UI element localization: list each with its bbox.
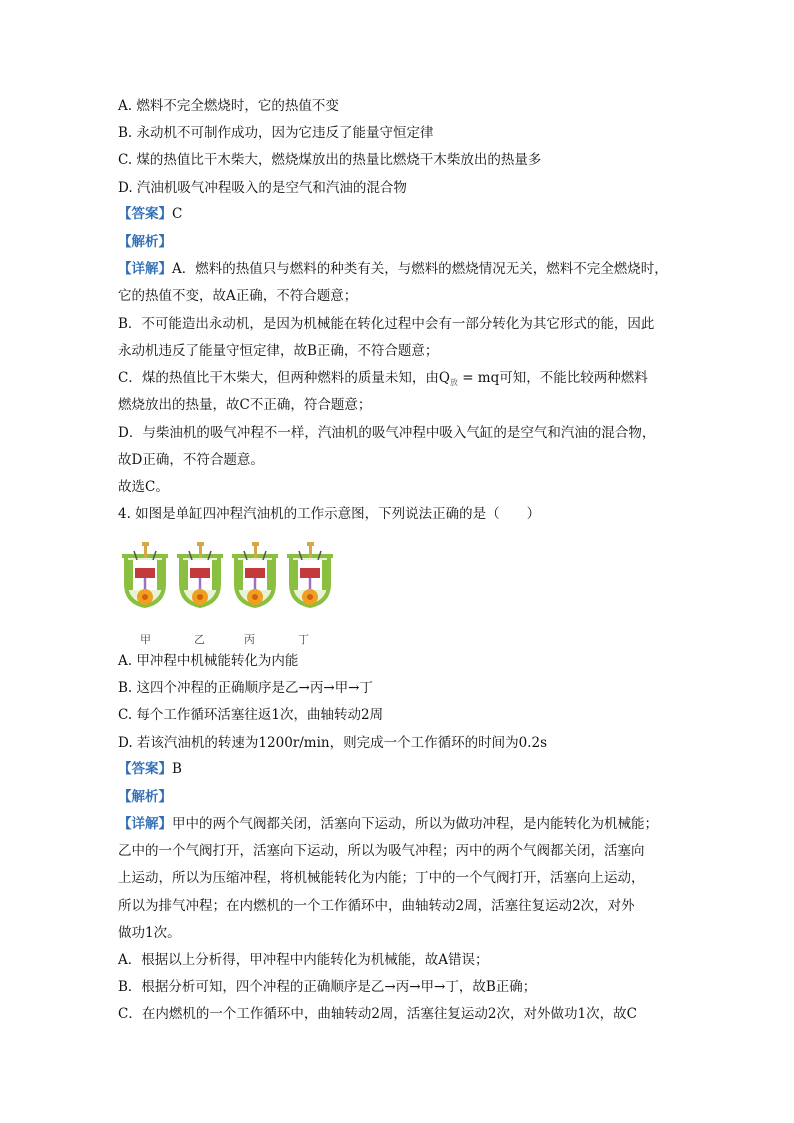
q4-detail-line-4: 所以为排气冲程；在内燃机的一个工作循环中，曲轴转动2周，活塞往复运动2次，对外 <box>118 898 635 914</box>
q3-analysis-tag: 【解析】 <box>118 234 172 250</box>
q4-stem: 4. 如图是单缸四冲程汽油机的工作示意图，下列说法正确的是（ ） <box>118 506 541 522</box>
q3-conclusion: 故选C。 <box>118 479 169 495</box>
caption-bing: 丙 <box>244 633 255 646</box>
subscript: 放 <box>449 378 458 387</box>
q4-option-a: A. 甲冲程中机械能转化为内能 <box>118 653 299 669</box>
caption-jia: 甲 <box>140 633 151 646</box>
q4-detail-line-7: B．根据分析可知，四个冲程的正确顺序是乙→丙→甲→丁，故B正确； <box>118 979 537 995</box>
caption-ding: 丁 <box>298 633 309 646</box>
q3-answer <box>118 205 182 223</box>
answer-value: C <box>172 206 183 222</box>
answer-value: B <box>172 761 182 777</box>
q3-detail-line-3: B．不可能造出永动机，是因为机械能在转化过程中会有一部分转化为其它形式的能，因此 <box>118 316 655 332</box>
q4-answer <box>118 760 182 778</box>
engine-bing <box>232 542 278 608</box>
q4-detail-line-3: 上运动，所以为压缩冲程，将机械能转化为内能；丁中的一个气阀打开，活塞向上运动， <box>118 870 645 886</box>
q3-option-c: C. 煤的热值比干木柴大，燃烧煤放出的热量比燃烧干木柴放出的热量多 <box>118 152 542 168</box>
q3-detail-line-1: 【详解】A．燃料的热值只与燃料的种类有关，与燃料的燃烧情况无关，燃料不完全燃烧时， <box>118 261 668 277</box>
answer-tag: 【答案】 <box>118 761 172 777</box>
q4-detail-line-1: 【详解】甲中的两个气阀都关闭，活塞向下运动，所以为做功冲程，是内能转化为机械能； <box>118 816 658 832</box>
q3-detail-line-2: 它的热值不变，故A正确，不符合题意； <box>118 288 358 304</box>
engine-strokes-figure <box>118 534 340 646</box>
q4-detail-line-2: 乙中的一个气阀打开，活塞向下运动，所以为吸气冲程；丙中的两个气阀都关闭，活塞向 <box>118 843 645 859</box>
q3-detail-line-8: 故D正确，不符合题意。 <box>118 452 264 468</box>
caption-yi: 乙 <box>194 633 205 646</box>
q3-option-d: D. 汽油机吸气冲程吸入的是空气和汽油的混合物 <box>118 180 407 196</box>
engine-yi <box>177 542 223 608</box>
answer-tag: 【答案】 <box>118 206 172 222</box>
q4-detail-line-8: C．在内燃机的一个工作循环中，曲轴转动2周，活塞往复运动2次，对外做功1次，故C <box>118 1006 637 1022</box>
q3-detail-line-7: D．与柴油机的吸气冲程不一样，汽油机的吸气冲程中吸入气缸的是空气和汽油的混合物， <box>118 425 656 441</box>
q3-detail-line-6: 燃烧放出的热量，故C不正确，符合题意； <box>118 397 372 413</box>
q4-analysis-tag: 【解析】 <box>118 789 172 805</box>
detail-tag: 【详解】 <box>118 261 172 277</box>
q4-detail-line-5: 做功1次。 <box>118 925 181 941</box>
q4-option-b: B. 这四个冲程的正确顺序是乙→丙→甲→丁 <box>118 680 373 696</box>
engine-jia <box>122 542 168 608</box>
q3-detail-line-4: 永动机违反了能量守恒定律，故B正确，不符合题意； <box>118 343 439 359</box>
q3-detail-line-5: C．煤的热值比干木柴大，但两种燃料的质量未知，由$Q_放$ = mq可知，不能比较两种燃料 <box>118 370 648 387</box>
q4-option-d: D. 若该汽油机的转速为1200r/min，则完成一个工作循环的时间为0.2s <box>118 735 547 751</box>
q4-detail-line-6: A．根据以上分析得，甲冲程中内能转化为机械能，故A错误； <box>118 952 489 968</box>
q3-option-a: A. 燃料不完全燃烧时，它的热值不变 <box>118 98 339 114</box>
q4-option-c: C. 每个工作循环活塞往返1次，曲轴转动2周 <box>118 707 384 723</box>
detail-tag: 【详解】 <box>118 816 172 832</box>
q3-option-b: B. 永动机不可制作成功，因为它违反了能量守恒定律 <box>118 125 434 141</box>
engine-ding <box>287 542 333 608</box>
